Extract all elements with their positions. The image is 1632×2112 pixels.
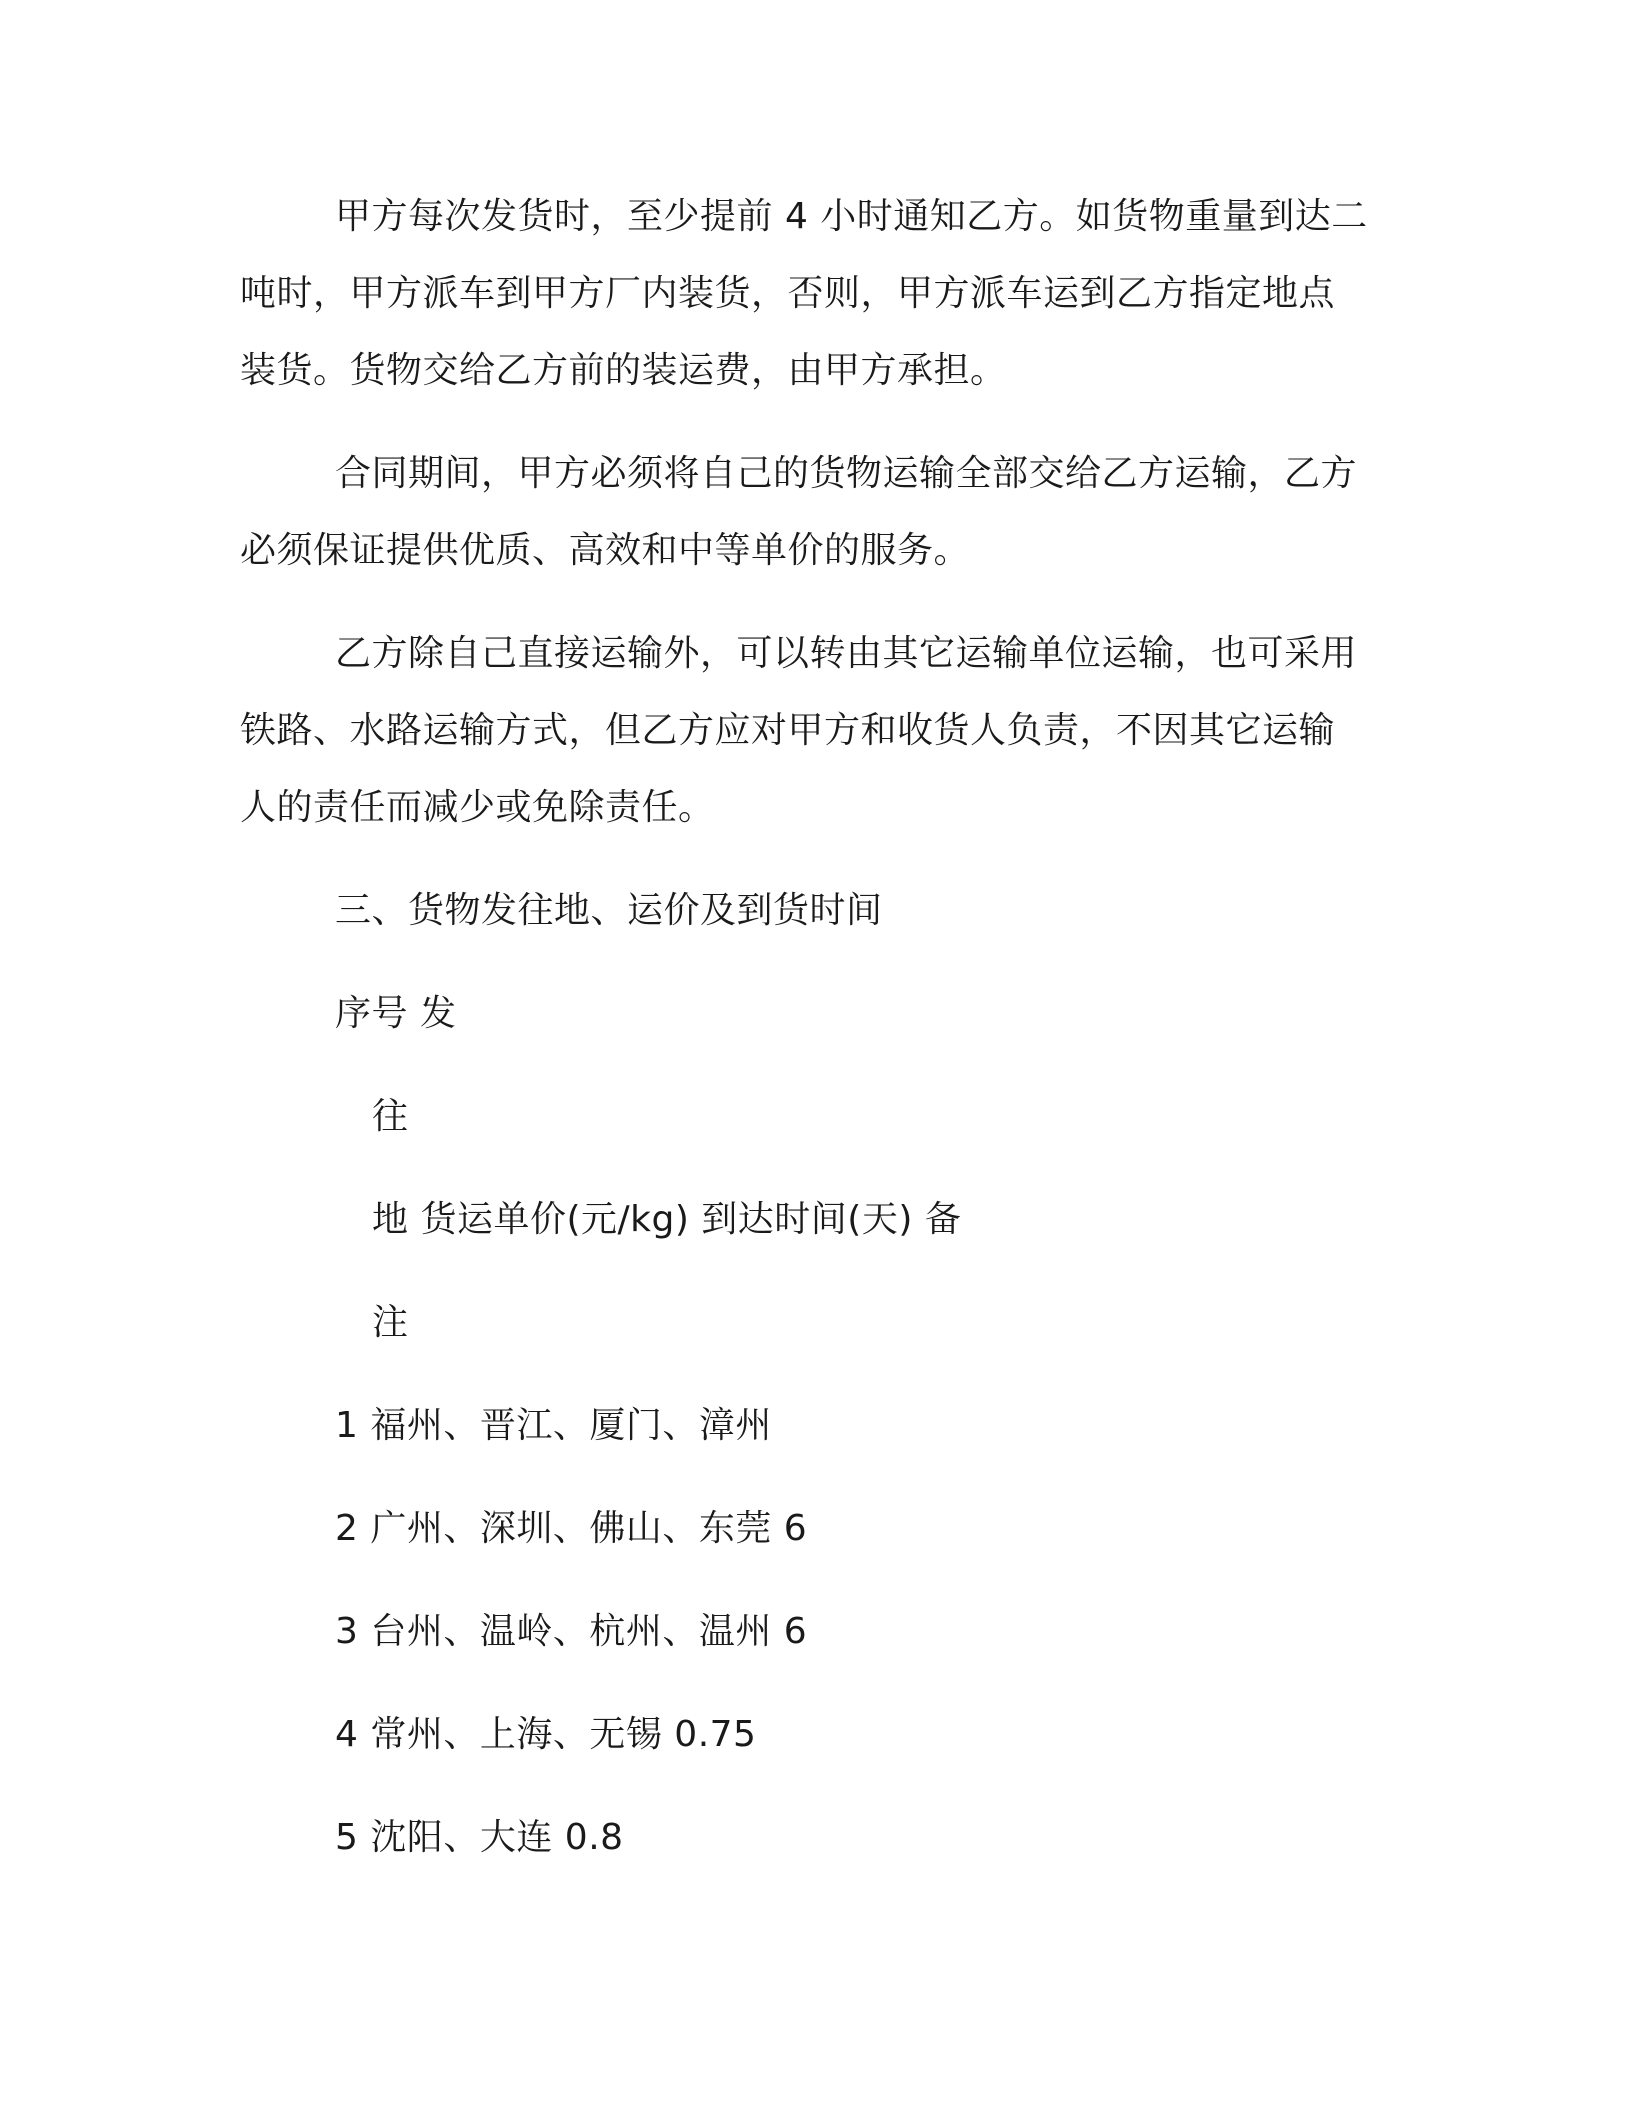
- table-header-line: 往: [372, 1096, 409, 1137]
- paragraph-line: 乙方除自己直接运输外，可以转由其它运输单位运输，也可采用: [335, 633, 1358, 674]
- paragraph-line: 甲方每次发货时，至少提前 4 小时通知乙方。如货物重量到达二: [335, 196, 1368, 237]
- section-heading: 三、货物发往地、运价及到货时间: [335, 890, 883, 931]
- paragraph-line: 人的责任而减少或免除责任。: [240, 787, 715, 828]
- paragraph-line: 必须保证提供优质、高效和中等单价的服务。: [240, 530, 971, 571]
- table-header-line: 序号 发: [335, 993, 457, 1034]
- table-row: 3 台州、温岭、杭州、温州 6: [335, 1611, 808, 1652]
- paragraph-line: 吨时，甲方派车到甲方厂内装货，否则，甲方派车运到乙方指定地点: [240, 273, 1336, 314]
- table-header-line: 地 货运单价(元/kg) 到达时间(天) 备: [372, 1199, 962, 1240]
- table-row: 1 福州、晋江、厦门、漳州: [335, 1405, 772, 1446]
- table-row: 2 广州、深圳、佛山、东莞 6: [335, 1508, 808, 1549]
- paragraph-line: 装货。货物交给乙方前的装运费，由甲方承担。: [240, 350, 1007, 391]
- table-row: 5 沈阳、大连 0.8: [335, 1817, 624, 1858]
- table-header-line: 注: [372, 1302, 409, 1343]
- table-row: 4 常州、上海、无锡 0.75: [335, 1714, 757, 1755]
- paragraph-line: 铁路、水路运输方式，但乙方应对甲方和收货人负责，不因其它运输: [240, 710, 1336, 751]
- paragraph-line: 合同期间，甲方必须将自己的货物运输全部交给乙方运输，乙方: [335, 453, 1358, 494]
